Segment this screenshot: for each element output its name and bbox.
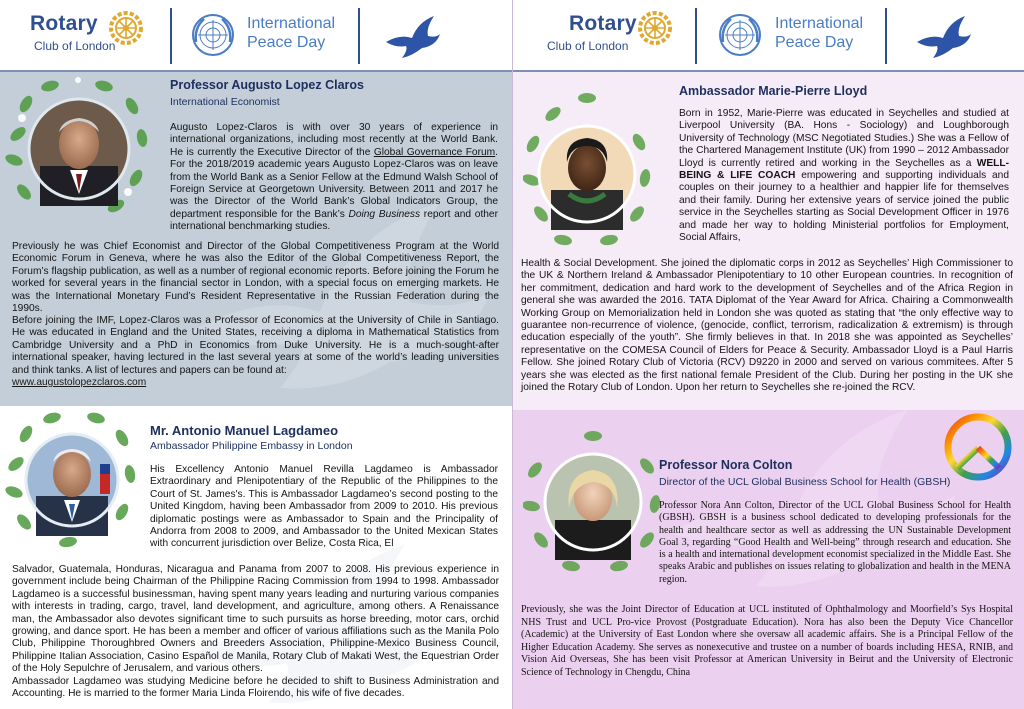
club-name: Rotary: [30, 12, 98, 35]
lloyd-name: Ambassador Marie-Pierre Lloyd: [679, 84, 868, 98]
claros-section: [0, 72, 512, 406]
claros-bio-education-text: Before joining the IMF, Lopez-Claros was a Professor of Economics at the University of Chile in Santiago. He was educated in England and the United States, receiving a diploma in Mathematical Statistics from Cambridge University and a PhD in Economics from Duke University. He is a much-sought-after international speaker, having lectured in the last several years at some of the world’s leading universities and think tanks. A list of lectures and papers can be found at:: [12, 315, 499, 376]
colton-name: Professor Nora Colton: [659, 458, 793, 472]
rotary-wheel-icon: [637, 10, 673, 46]
header-banner: [0, 0, 512, 72]
lagdameo-role: Ambassador Philippine Embassy in London: [150, 440, 353, 452]
event-title-line1: International: [247, 15, 336, 32]
claros-website-link[interactable]: www.augustolopezclaros.com: [12, 377, 147, 389]
claros-bio-intro: [170, 122, 498, 234]
lloyd-bio-intro: [679, 108, 1009, 244]
event-title: [775, 14, 863, 52]
header-divider: [358, 8, 360, 64]
un-emblem-icon: [717, 12, 763, 58]
event-title-line1: International: [775, 15, 864, 32]
colton-role: Director of the UCL Global Business School for Health (GBSH): [659, 476, 951, 488]
colton-portrait: [523, 426, 663, 576]
claros-portrait: [4, 74, 154, 224]
event-title-line2: Peace Day: [775, 34, 854, 51]
dove-icon: [382, 12, 442, 60]
un-emblem-icon: [190, 12, 236, 58]
lloyd-coach-title: WELL-BEING & LIFE COACH: [679, 157, 1009, 182]
rotary-wheel-icon: [108, 10, 144, 46]
claros-role: International Economist: [170, 96, 280, 108]
lloyd-section: [513, 72, 1024, 410]
claros-bio-career: Previously he was Chief Economist and Director of the Global Competitiveness Program at the World Economic Forum in Geneva, where he was also the Editor of the Global Competitiveness Report, the Forum’s flagship publication, as well as a number of regional economic reports. Before joining the Forum he worked for several years in the financial sector in London, with a special focus on emerging markets. He was the International Monetary Fund’s Resident Representative in the Russian Federation during the 1990s.: [12, 241, 499, 315]
lagdameo-bio-intro: His Excellency Antonio Manuel Revilla Lagdameo is Ambassador Extraordinary and Plenipotentiary of the Republic of the Philippines to the Court of St. James's. This is Ambassador Lagdameo’s second posting to the United Kingdom, having been Ambassador from 2009 to 2010. His previous diplomatic postings were as Ambassador to Spain and the Principality of Andorra from 2008 to 2009, and Ambassador to the United Mexican States with concurrent jurisdiction over Belize, Costa Rica, El: [150, 464, 498, 550]
claros-bio-education: [12, 315, 499, 389]
lagdameo-name: Mr. Antonio Manuel Lagdameo: [150, 423, 339, 438]
claros-name: Professor Augusto Lopez Claros: [170, 78, 365, 92]
lloyd-bio-intro-part: Born in 1952, Marie-Pierre was educated in Seychelles and studied at Liverpool University (BA. Hons - Sociology) and Loughborough University of Technology (MSC Negotiated Studies.) She was a Fellow of the Chartered Management Institute (UK) from 1990 – 2012 Ambassador Lloyd is currently retired and working in the Seychelles as a: [679, 108, 1009, 169]
club-subtitle: Club of London: [34, 39, 116, 53]
colton-bio-intro: Professor Nora Ann Colton, Director of the UCL Global Business School for Health (GBSH). GBSH is a business school dedicated to developing professionals for the health and healthcare sector as well as addressing the UN Sustainable Development Goal 3, regarding “Good Health and Well-being” through research and education. She is a health and international development economist specialized in the Middle East. She speaks Arabic and publishes on issues relating to globalization and health in the MENA region.: [659, 500, 1011, 585]
lagdameo-portrait: [4, 408, 140, 550]
claros-bio-intro-part: . For the 2018/2019 academic years Augusto Lopez-Claros was on leave from the World Bank as a Senior Fellow at the Edmund Walsh School of Foreign Service at Georgetown University. Between 2011 and 2017 he was the Director of the World Bank’s Global Indicators Group, the department responsible for the Bank’s: [170, 146, 498, 220]
lagdameo-bio-personal: Ambassador Lagdameo was studying Medicine before he decided to shift to Business Administration and Accounting. He is married to the former Maria Linda Floirendo, his wife of five decades.: [12, 676, 499, 700]
header-divider: [885, 8, 887, 64]
colton-bio-career: Previously, she was the Joint Director of Education at UCL instituted of Ophthalmology and Moorfield’s Sys Hospital NHS Trust and UCL Pro-vice Provost (Postgraduate Education). Nora has also been the Deputy Vice Chancellor (Academic) at the University of East London where she oversaw all academic affairs. She is a Principal Fellow of the Higher Education Academy. She serves as nonexecutive and trustee on a number of boards including HESA, RNIB, and Vision Aid Overseas, She has been visit Professor at American University in Beirut and the University of Electronic Science of Technology in Chengdu, China: [521, 604, 1013, 678]
lloyd-bio-career: Health & Social Development. She joined the diplomatic corps in 2012 as Seychelles’ High Commissioner to the UK & Northern Ireland & Ambassador Plenipotentiary to 10 other European countries. In recognition of her commitment, dedication and hard work to the development of Seychelles and of the Africa Region in general she was awarded the 2016. TATA Diplomat of the Year Award for Africa. Chairing a Commonwealth Working Group on Memorialization held in London she was quoted as stating that “the only effective way to guarantee non-recurrence of violence, (genocide, conflict, terrorism, radicalization & extremism) is through education especially of the youth”. She firmly believes in that. In 2018 she was appointed as Seychelles’ representative on the COMESA Council of Elders for Peace & Security. Ambassador Lloyd is a Paul Harris Fellow. She joined Rotary Club of Victoria (RCV) D9220 in 2000 and served on various commitees. After 5 years she was elected as the first national female President of the Club. During her posting in the UK she joined the Rotary Club of London. Upon her return to Seychelles she re-joined the RCV.: [521, 258, 1013, 394]
claros-bio-intro-part: Augusto Lopez-Claros is with over 30 years of experience in international organizations, including most recently at the World Bank. He is currently the Executive Director of the: [170, 122, 498, 158]
lagdameo-bio-career: Salvador, Guatemala, Honduras, Nicaragua and Panama from 2007 to 2008. His previous experience in government include being Chairman of the Philippine Racing Commission from 1994 to 1998. Ambassador Lagdameo is a successful businessman, having spent many years leading and nurturing various companies with interests in trading, cargo, travel, land development, and agriculture, among others. A Renaissance man, the Ambassador also devotes significant time to such pursuits as horse breeding, motor cars, orchid growing, and dance sport. He has been a member and officer of various affiliations such as the Manila Polo Club, Philippine Thoroughbred Owners and Breeders Association, Philippine-Mexico Business Council, Philippine Italian Association, Casino Español de Manila, Rotary Club of Makati West, the Equestrian Order of the Holy Sepulchre of Jerusalem, and various others.: [12, 564, 499, 675]
right-page: [512, 0, 1024, 709]
lloyd-bio-intro-part: empowering and supporting individuals and couples on their journey to a healthier and happier life for themselves and their family. During her extensive years of service joined the public service in the Seychelles starting as Social Development Officer in 1976 and made her way to holding Ministerial portfolios for Employment, Social Affairs,: [679, 170, 1009, 244]
club-subtitle: Club of London: [547, 39, 629, 53]
lagdameo-section: [0, 406, 512, 709]
event-title-line2: Peace Day: [247, 34, 326, 51]
club-name: Rotary: [569, 12, 637, 35]
doing-business-title: Doing Business: [348, 208, 421, 220]
header-banner: [513, 0, 1024, 72]
event-title: [247, 14, 335, 52]
peace-sign-icon: [943, 412, 1013, 482]
lloyd-portrait: [523, 84, 653, 252]
colton-section: [513, 410, 1024, 709]
claros-bio-intro-part: report and other international benchmarking studies.: [170, 208, 498, 233]
header-divider: [170, 8, 172, 64]
global-governance-forum-link[interactable]: Global Governance Forum: [373, 146, 496, 158]
header-divider: [695, 8, 697, 64]
dove-icon: [913, 12, 973, 60]
